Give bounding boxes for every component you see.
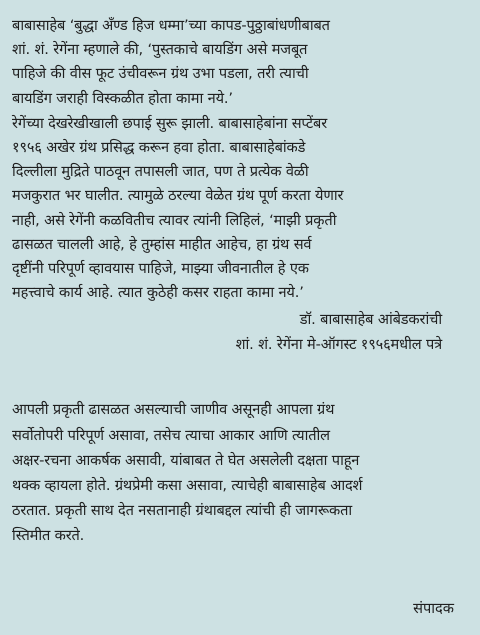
editor-note-line: अक्षर-रचना आकर्षक असावी, यांबाबत ते घेत असलेली दक्षता पाहून: [12, 451, 360, 469]
signature-author: डॉ. बाबासाहेब आंबेडकरांची: [299, 311, 442, 329]
quote-line: महत्त्वाचे कार्य आहे. त्यात कुठेही कसर राहता कामा नये.’: [12, 284, 304, 302]
editor-note-block: [12, 397, 462, 548]
quote-line: १९५६ अखेर ग्रंथ प्रसिद्ध करून हवा होता. बाबासाहेबांकडे: [12, 139, 306, 157]
quote-line: नाही, असे रेगेंनी कळवितीच त्यावर त्यांनी लिहिलं, ‘माझी प्रकृती: [12, 211, 337, 229]
editor-note-line: ठरतात. प्रकृती साथ देत नसतानाही ग्रंथाबद्दल त्यांची ही जागरूकता: [12, 502, 353, 520]
section-gap: [12, 357, 462, 397]
quote-line: बायडिंग जराही विस्कळीत होता कामा नये.’: [12, 89, 233, 107]
quote-line: बाबासाहेब ‘बुद्धा अँण्ड हिज धम्मा’च्या कापड-पुठ्ठाबांधणीबाबत: [12, 17, 330, 34]
editor-signature: संपादक: [413, 600, 454, 617]
signature-source: शां. शं. रेगेंना मे-ऑगस्ट १९५६मधील पत्रे: [235, 336, 442, 354]
editor-note-line: सर्वोतोपरी परिपूर्ण असावा, तसेच त्याचा आकार आणि त्यातील: [12, 426, 330, 444]
quote-line: ढासळत चालली आहे, हे तुम्हांस माहीत आहेच, हा ग्रंथ सर्व: [12, 235, 312, 253]
quote-line: दिल्लीला मुद्रिते पाठवून तपासली जात, पण ते प्रत्येक वेळी: [12, 163, 309, 181]
quote-line: शां. शं. रेगेंना म्हणाले की, ‘पुस्तकाचे बायडिंग असे मजबूत: [12, 41, 308, 59]
editor-note-line: आपली प्रकृती ढासळत असल्याची जाणीव असूनही आपला ग्रंथ: [12, 401, 335, 419]
quote-line: पाहिजे की वीस फूट उंचीवरून ग्रंथ उभा पडला, तरी त्याची: [12, 65, 309, 83]
quote-line: रेगेंच्या देखरेखीखाली छपाई सुरू झाली. बाबासाहेबांना सप्टेंबर: [12, 114, 328, 132]
quote-block: [12, 14, 462, 305]
quote-line: मजकुरात भर घालीत. त्यामुळे ठरल्या वेळेत ग्रंथ पूर्ण करता येणार: [12, 187, 344, 205]
editor-note-line: स्तिमीत करते.: [12, 527, 85, 545]
editor-note-line: थक्क व्हायला होते. ग्रंथप्रेमी कसा असावा, त्याचेही बाबासाहेब आदर्श: [12, 477, 363, 495]
quote-line: दृष्टींनी परिपूर्ण व्हावयास पाहिजे, माझ्या जीवनातील हे एक: [12, 260, 309, 278]
